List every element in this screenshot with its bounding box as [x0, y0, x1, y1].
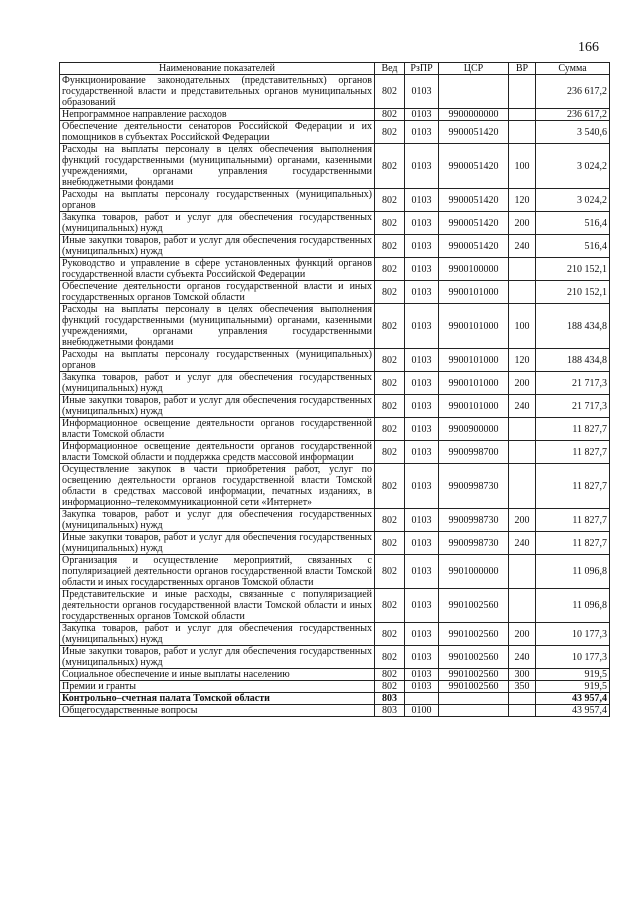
- budget-table: [59, 62, 610, 717]
- table-row: [60, 121, 610, 144]
- cell-ved: 802: [375, 589, 405, 623]
- cell-vr: [509, 109, 536, 121]
- cell-sum: 210 152,1: [536, 258, 610, 281]
- cell-vr: 200: [509, 509, 536, 532]
- cell-vr: 120: [509, 349, 536, 372]
- cell-sum: 11 827,7: [536, 441, 610, 464]
- cell-rzpr: 0103: [405, 681, 439, 693]
- cell-vr: 100: [509, 144, 536, 189]
- cell-sum: 10 177,3: [536, 646, 610, 669]
- cell-vr: 100: [509, 304, 536, 349]
- cell-ved: 802: [375, 189, 405, 212]
- cell-rzpr: 0103: [405, 304, 439, 349]
- cell-ved: 802: [375, 304, 405, 349]
- cell-name: Общегосударственные вопросы: [60, 705, 375, 717]
- cell-sum: 11 827,7: [536, 464, 610, 509]
- cell-sum: 516,4: [536, 235, 610, 258]
- cell-name: Расходы на выплаты персоналу в целях обеспечения выполнения функций государственными (муниципальными) органами, казенными учреждениями, органами управления государственными внебюджетными фондами: [60, 144, 375, 189]
- cell-rzpr: 0100: [405, 705, 439, 717]
- cell-name: Расходы на выплаты персоналу в целях обеспечения выполнения функций государственными (муниципальными) органами, казенными учреждениями, органами управления государственными внебюджетными фондами: [60, 304, 375, 349]
- cell-ved: 802: [375, 646, 405, 669]
- cell-csr: 9900051420: [439, 235, 509, 258]
- cell-rzpr: 0103: [405, 235, 439, 258]
- cell-rzpr: 0103: [405, 75, 439, 109]
- cell-name: Организация и осуществление мероприятий, связанных с популяризацией деятельности органов государственной власти Томской области и иных государственных органов Томской области: [60, 555, 375, 589]
- cell-ved: 802: [375, 109, 405, 121]
- table-row: [60, 372, 610, 395]
- cell-rzpr: 0103: [405, 669, 439, 681]
- cell-rzpr: 0103: [405, 464, 439, 509]
- cell-vr: [509, 693, 536, 705]
- table-row: [60, 418, 610, 441]
- cell-csr: [439, 693, 509, 705]
- cell-csr: 9901002560: [439, 646, 509, 669]
- header-csr: ЦСР: [439, 63, 509, 75]
- cell-csr: 9900051420: [439, 189, 509, 212]
- cell-vr: [509, 555, 536, 589]
- cell-vr: 300: [509, 669, 536, 681]
- cell-vr: 240: [509, 395, 536, 418]
- header-row: [60, 63, 610, 75]
- cell-csr: 9900998730: [439, 464, 509, 509]
- cell-ved: 802: [375, 395, 405, 418]
- table-row: [60, 555, 610, 589]
- cell-name: Обеспечение деятельности сенаторов Российской Федерации и их помощников в субъектах Российской Федерации: [60, 121, 375, 144]
- cell-sum: 11 827,7: [536, 418, 610, 441]
- cell-vr: 200: [509, 372, 536, 395]
- header-vr: ВР: [509, 63, 536, 75]
- cell-name: Осуществление закупок в части приобретения работ, услуг по освещению деятельности органов государственной власти Томской области в средствах массовой информации, печатных изданиях, в информационно–телекоммуникационной сети «Интернет»: [60, 464, 375, 509]
- table-row: [60, 349, 610, 372]
- cell-vr: 240: [509, 646, 536, 669]
- cell-ved: 802: [375, 372, 405, 395]
- header-name: Наименование показателей: [60, 63, 375, 75]
- page-number: 166: [578, 40, 599, 55]
- cell-sum: 11 096,8: [536, 555, 610, 589]
- table-row: [60, 75, 610, 109]
- cell-rzpr: 0103: [405, 121, 439, 144]
- table-row: [60, 532, 610, 555]
- cell-name: Закупка товаров, работ и услуг для обеспечения государственных (муниципальных) нужд: [60, 372, 375, 395]
- cell-name: Обеспечение деятельности органов государственной власти и иных государственных органов Томской области: [60, 281, 375, 304]
- cell-rzpr: 0103: [405, 395, 439, 418]
- cell-sum: 919,5: [536, 669, 610, 681]
- table-row: [60, 212, 610, 235]
- cell-sum: 10 177,3: [536, 623, 610, 646]
- table-row: [60, 304, 610, 349]
- cell-name: Иные закупки товаров, работ и услуг для обеспечения государственных (муниципальных) нужд: [60, 395, 375, 418]
- cell-sum: 236 617,2: [536, 109, 610, 121]
- cell-ved: 802: [375, 258, 405, 281]
- cell-name: Премии и гранты: [60, 681, 375, 693]
- cell-csr: 9900051420: [439, 212, 509, 235]
- header-sum: Сумма: [536, 63, 610, 75]
- table-row: [60, 705, 610, 717]
- cell-csr: 9900051420: [439, 121, 509, 144]
- cell-ved: 803: [375, 705, 405, 717]
- cell-rzpr: 0103: [405, 532, 439, 555]
- table-body: [60, 75, 610, 717]
- cell-name: Расходы на выплаты персоналу государственных (муниципальных) органов: [60, 189, 375, 212]
- cell-csr: 9900101000: [439, 281, 509, 304]
- cell-ved: 802: [375, 623, 405, 646]
- cell-sum: 43 957,4: [536, 693, 610, 705]
- cell-vr: 350: [509, 681, 536, 693]
- cell-csr: 9901002560: [439, 681, 509, 693]
- cell-csr: 9900100000: [439, 258, 509, 281]
- cell-name: Иные закупки товаров, работ и услуг для обеспечения государственных (муниципальных) нужд: [60, 646, 375, 669]
- cell-csr: 9901002560: [439, 669, 509, 681]
- table-row: [60, 189, 610, 212]
- table-row: [60, 509, 610, 532]
- cell-ved: 802: [375, 349, 405, 372]
- cell-vr: [509, 75, 536, 109]
- cell-ved: 802: [375, 464, 405, 509]
- cell-csr: 9900101000: [439, 349, 509, 372]
- cell-rzpr: [405, 693, 439, 705]
- table-row: [60, 464, 610, 509]
- cell-ved: 802: [375, 144, 405, 189]
- cell-sum: 188 434,8: [536, 349, 610, 372]
- cell-vr: 240: [509, 235, 536, 258]
- cell-vr: [509, 441, 536, 464]
- table-row: [60, 109, 610, 121]
- cell-rzpr: 0103: [405, 144, 439, 189]
- cell-csr: 9900051420: [439, 144, 509, 189]
- table-row: [60, 281, 610, 304]
- table-row: [60, 235, 610, 258]
- cell-sum: 11 096,8: [536, 589, 610, 623]
- cell-rzpr: 0103: [405, 258, 439, 281]
- cell-vr: 200: [509, 623, 536, 646]
- cell-vr: [509, 418, 536, 441]
- cell-rzpr: 0103: [405, 623, 439, 646]
- cell-ved: 802: [375, 281, 405, 304]
- cell-vr: 200: [509, 212, 536, 235]
- cell-rzpr: 0103: [405, 212, 439, 235]
- cell-sum: 21 717,3: [536, 395, 610, 418]
- cell-csr: 9901002560: [439, 623, 509, 646]
- cell-rzpr: 0103: [405, 646, 439, 669]
- cell-rzpr: 0103: [405, 509, 439, 532]
- cell-ved: 802: [375, 555, 405, 589]
- cell-ved: 802: [375, 212, 405, 235]
- table-row: [60, 623, 610, 646]
- table-row: [60, 589, 610, 623]
- cell-vr: [509, 258, 536, 281]
- cell-ved: 802: [375, 121, 405, 144]
- cell-csr: [439, 705, 509, 717]
- cell-rzpr: 0103: [405, 589, 439, 623]
- cell-csr: 9900101000: [439, 372, 509, 395]
- cell-name: Иные закупки товаров, работ и услуг для обеспечения государственных (муниципальных) нужд: [60, 532, 375, 555]
- cell-vr: [509, 464, 536, 509]
- cell-ved: 802: [375, 681, 405, 693]
- cell-sum: 3 024,2: [536, 189, 610, 212]
- cell-rzpr: 0103: [405, 109, 439, 121]
- cell-ved: 802: [375, 509, 405, 532]
- cell-csr: 9900998730: [439, 509, 509, 532]
- cell-name: Функционирование законодательных (представительных) органов государственной власти и представительных органов муниципальных образований: [60, 75, 375, 109]
- cell-ved: 802: [375, 75, 405, 109]
- cell-name: Расходы на выплаты персоналу государственных (муниципальных) органов: [60, 349, 375, 372]
- cell-name: Информационное освещение деятельности органов государственной власти Томской области и поддержка средств массовой информации: [60, 441, 375, 464]
- table-row: [60, 646, 610, 669]
- cell-csr: [439, 75, 509, 109]
- table-row: [60, 681, 610, 693]
- table-row: [60, 441, 610, 464]
- cell-name: Закупка товаров, работ и услуг для обеспечения государственных (муниципальных) нужд: [60, 623, 375, 646]
- cell-rzpr: 0103: [405, 555, 439, 589]
- header-ved: Вед: [375, 63, 405, 75]
- cell-csr: 9900998700: [439, 441, 509, 464]
- cell-rzpr: 0103: [405, 349, 439, 372]
- table-row: [60, 258, 610, 281]
- cell-csr: 9900101000: [439, 395, 509, 418]
- cell-ved: 802: [375, 235, 405, 258]
- cell-csr: 9900101000: [439, 304, 509, 349]
- cell-csr: 9900998730: [439, 532, 509, 555]
- cell-vr: [509, 589, 536, 623]
- table-row: [60, 395, 610, 418]
- cell-name: Информационное освещение деятельности органов государственной власти Томской области: [60, 418, 375, 441]
- cell-rzpr: 0103: [405, 281, 439, 304]
- cell-name: Иные закупки товаров, работ и услуг для обеспечения государственных (муниципальных) нужд: [60, 235, 375, 258]
- cell-csr: 9901002560: [439, 589, 509, 623]
- cell-sum: 11 827,7: [536, 509, 610, 532]
- cell-ved: 802: [375, 418, 405, 441]
- cell-name: Закупка товаров, работ и услуг для обеспечения государственных (муниципальных) нужд: [60, 212, 375, 235]
- cell-sum: 516,4: [536, 212, 610, 235]
- header-rzpr: РзПР: [405, 63, 439, 75]
- cell-csr: 9900900000: [439, 418, 509, 441]
- cell-ved: 802: [375, 669, 405, 681]
- cell-name: Контрольно–счетная палата Томской области: [60, 693, 375, 705]
- cell-name: Непрограммное направление расходов: [60, 109, 375, 121]
- cell-sum: 3 024,2: [536, 144, 610, 189]
- table-row: [60, 144, 610, 189]
- table-row: [60, 693, 610, 705]
- cell-vr: [509, 705, 536, 717]
- cell-ved: 802: [375, 441, 405, 464]
- cell-vr: [509, 121, 536, 144]
- cell-sum: 188 434,8: [536, 304, 610, 349]
- cell-vr: [509, 281, 536, 304]
- cell-name: Социальное обеспечение и иные выплаты населению: [60, 669, 375, 681]
- cell-rzpr: 0103: [405, 441, 439, 464]
- cell-sum: 43 957,4: [536, 705, 610, 717]
- cell-ved: 802: [375, 532, 405, 555]
- table-row: [60, 669, 610, 681]
- cell-name: Закупка товаров, работ и услуг для обеспечения государственных (муниципальных) нужд: [60, 509, 375, 532]
- cell-sum: 21 717,3: [536, 372, 610, 395]
- cell-ved: 803: [375, 693, 405, 705]
- cell-vr: 120: [509, 189, 536, 212]
- cell-sum: 236 617,2: [536, 75, 610, 109]
- cell-sum: 3 540,6: [536, 121, 610, 144]
- cell-csr: 9901000000: [439, 555, 509, 589]
- cell-vr: 240: [509, 532, 536, 555]
- cell-sum: 210 152,1: [536, 281, 610, 304]
- cell-name: Руководство и управление в сфере установленных функций органов государственной власти субъекта Российской Федерации: [60, 258, 375, 281]
- cell-csr: 9900000000: [439, 109, 509, 121]
- cell-rzpr: 0103: [405, 372, 439, 395]
- cell-rzpr: 0103: [405, 418, 439, 441]
- cell-name: Представительские и иные расходы, связанные с популяризацией деятельности органов государственной власти Томской области и иных государственных органов Томской области: [60, 589, 375, 623]
- cell-sum: 11 827,7: [536, 532, 610, 555]
- cell-sum: 919,5: [536, 681, 610, 693]
- cell-rzpr: 0103: [405, 189, 439, 212]
